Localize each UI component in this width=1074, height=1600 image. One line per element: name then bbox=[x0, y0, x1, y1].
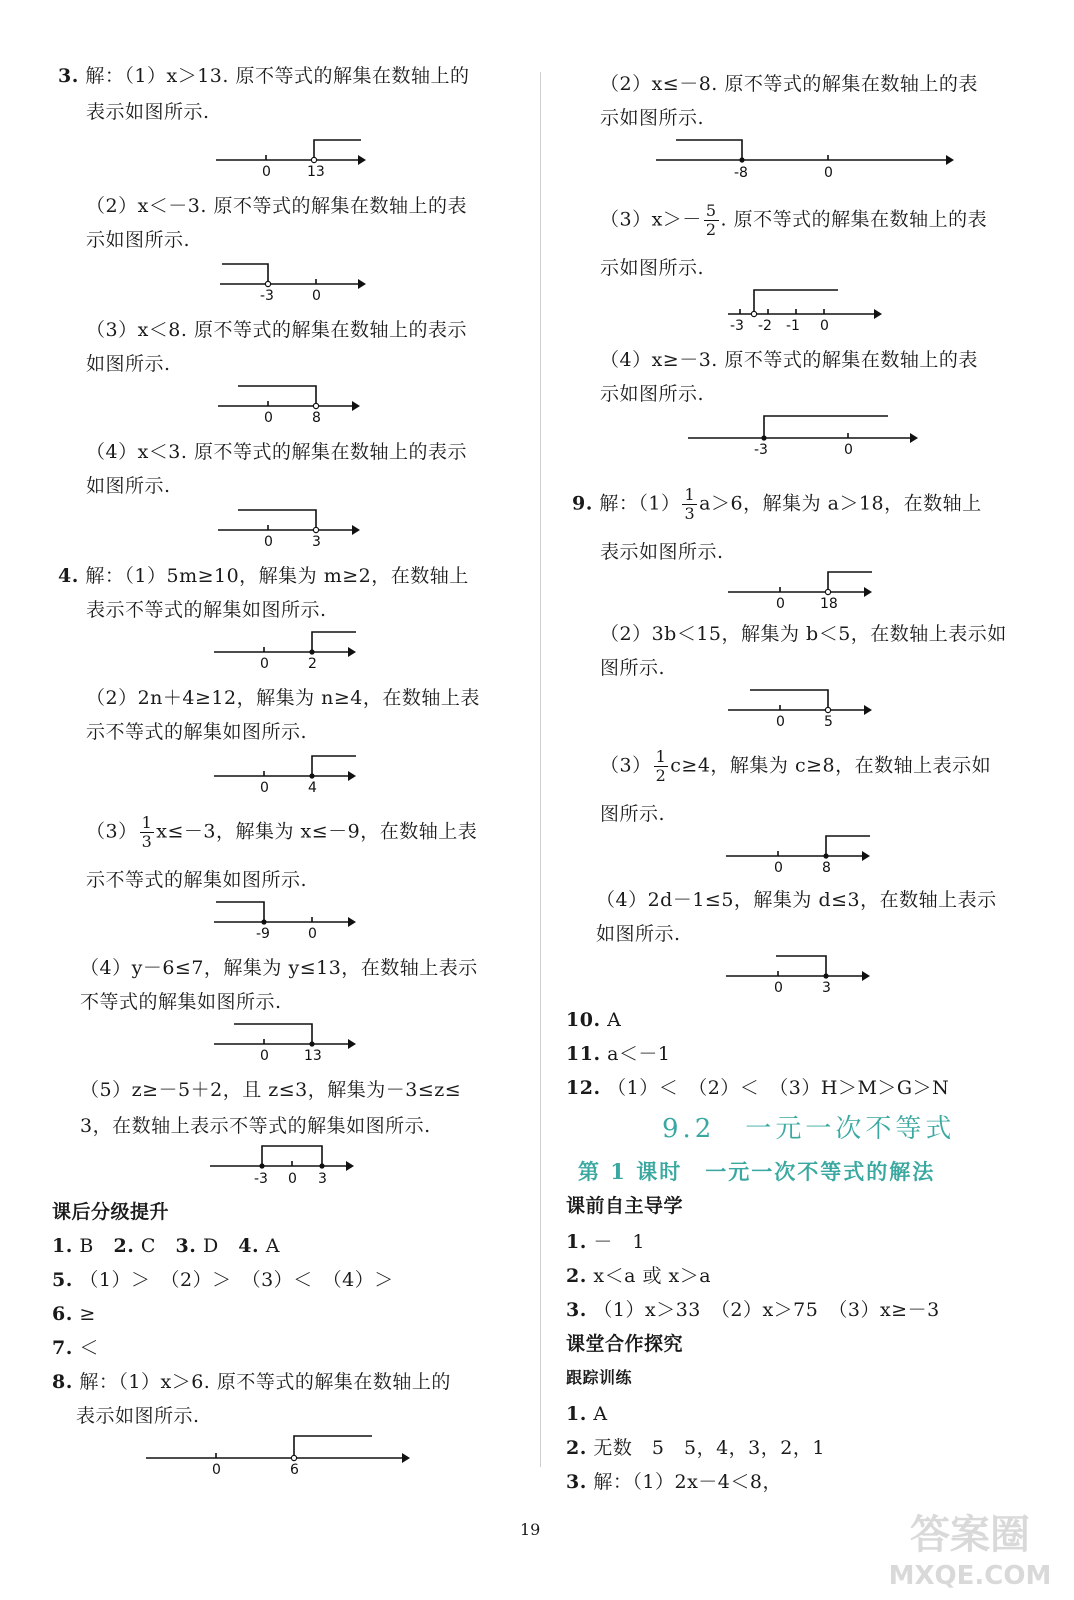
heading-ketang: 课堂合作探究 bbox=[566, 1333, 684, 1355]
q4-text-9: （5）z≥－5＋2，且 z≤3，解集为－3≤z≤ bbox=[80, 1079, 462, 1101]
tick-0: 0 bbox=[288, 1171, 297, 1187]
q3-number: 3. bbox=[58, 65, 79, 87]
q3-text-4: 示如图所示. bbox=[86, 229, 191, 251]
q8-text-3: （2）x≤－8. 原不等式的解集在数轴上的表 bbox=[600, 73, 978, 95]
tick-m3: -3 bbox=[730, 318, 744, 334]
heading-kehou: 课后分级提升 bbox=[52, 1201, 170, 1223]
tick-0: 0 bbox=[212, 1462, 221, 1478]
answer-b2: 2. x＜a 或 x＞a bbox=[566, 1265, 712, 1287]
lesson-title: 第 1 课时 一元一次不等式的解法 bbox=[578, 1159, 936, 1184]
q8-text-8: 示如图所示. bbox=[600, 383, 705, 405]
q9-text-2: 表示如图所示. bbox=[600, 541, 724, 563]
tick-m1: -1 bbox=[786, 318, 800, 334]
tick-0: 0 bbox=[262, 164, 271, 180]
answer-c3: 3. 解：（1）2x－4＜8， bbox=[566, 1471, 782, 1493]
fraction-one-half: $\frac{1}{2}$ bbox=[655, 747, 667, 785]
tick-8: 8 bbox=[822, 860, 831, 876]
q4-text-10: 3，在数轴上表示不等式的解集如图所示. bbox=[80, 1115, 431, 1137]
q9-text-8: 如图所示. bbox=[596, 923, 681, 945]
tick-3: 3 bbox=[822, 980, 831, 996]
answer-c2: 2. 无数 5 5，4，3，2，1 bbox=[566, 1437, 825, 1459]
heading-keqian: 课前自主导学 bbox=[566, 1195, 684, 1217]
tick-0: 0 bbox=[774, 980, 783, 996]
q3-text-7: （4）x＜3. 原不等式的解集在数轴上的表示 bbox=[86, 441, 467, 463]
q3-line: 3. 解：（1）x＞13. 原不等式的解集在数轴上的 bbox=[58, 65, 470, 87]
q9-text-6: 图所示. bbox=[600, 803, 666, 825]
answer-b1: 1. － 1 bbox=[566, 1231, 645, 1253]
numline-y-le-13 bbox=[214, 1020, 364, 1062]
q8-text-7: （4）x≥－3. 原不等式的解集在数轴上的表 bbox=[600, 349, 978, 371]
fraction-one-third: $\frac{1}{3}$ bbox=[141, 813, 153, 851]
q9-line: 9. 解：（1） $\frac{1}{3}$ a＞6，解集为 a＞18，在数轴上 bbox=[572, 485, 982, 523]
tick-0: 0 bbox=[264, 534, 273, 550]
tick-0: 0 bbox=[774, 860, 783, 876]
tick-0: 0 bbox=[308, 926, 317, 942]
q4-line: 4. 解：（1）5m≥10，解集为 m≥2，在数轴上 bbox=[58, 565, 469, 587]
answer-6: 6. ≥ bbox=[52, 1303, 96, 1325]
tick-0: 0 bbox=[776, 596, 785, 612]
svg-text:MXQE.COM: MXQE.COM bbox=[888, 1561, 1052, 1591]
tick-13: 13 bbox=[307, 164, 325, 180]
numline-x-gt-13 bbox=[216, 136, 366, 178]
tick-2: 2 bbox=[308, 656, 317, 672]
numline-b-lt-5 bbox=[728, 686, 878, 730]
watermark-logo bbox=[880, 1500, 1060, 1595]
tick-5: 5 bbox=[824, 714, 833, 730]
section-title: 9.2 一元一次不等式 bbox=[662, 1114, 956, 1144]
answers-1-4: 1. B 2. C 3. D 4. A bbox=[52, 1235, 280, 1257]
q4-text-8: 不等式的解集如图所示. bbox=[80, 991, 282, 1013]
answer-12: 12. （1）＜ （2）＜ （3）H＞M＞G＞N bbox=[566, 1077, 950, 1099]
tick-0: 0 bbox=[260, 656, 269, 672]
answer-5: 5. （1）＞ （2）＞ （3）＜ （4）＞ bbox=[52, 1269, 394, 1291]
q9-text-5: （3） $\frac{1}{2}$ c≥4，解集为 c≥8，在数轴上表示如 bbox=[600, 747, 992, 785]
tick-0: 0 bbox=[264, 410, 273, 426]
tick-m3: -3 bbox=[260, 288, 274, 304]
tick-m3: -3 bbox=[754, 442, 768, 458]
q8-text-6: 示如图所示. bbox=[600, 257, 705, 279]
answer-11: 11. a＜－1 bbox=[566, 1043, 671, 1065]
q3-text-2: 表示如图所示. bbox=[86, 101, 210, 123]
tick-3: 3 bbox=[312, 534, 321, 550]
tick-3: 3 bbox=[318, 1171, 327, 1187]
q4-text-2: 表示不等式的解集如图所示. bbox=[86, 599, 327, 621]
answer-b3: 3. （1）x＞33 （2）x＞75 （3）x≥－3 bbox=[566, 1299, 940, 1321]
fraction-one-third-a: $\frac{1}{3}$ bbox=[684, 485, 696, 523]
numline-n-ge-4 bbox=[214, 752, 364, 794]
q8-text-5: （3）x＞－ $\frac{5}{2}$ . 原不等式的解集在数轴上的表 bbox=[600, 201, 988, 239]
numline-x-lt-8 bbox=[218, 382, 368, 424]
answer-7: 7. ＜ bbox=[52, 1337, 99, 1359]
tick-0: 0 bbox=[820, 318, 829, 334]
tick-m8: -8 bbox=[734, 165, 748, 181]
numline-x-le-m8 bbox=[656, 136, 956, 180]
numline-a-gt-18 bbox=[728, 568, 878, 612]
numline-m-ge-2 bbox=[214, 628, 364, 670]
numline-z-between bbox=[210, 1142, 360, 1186]
q8-text-4: 示如图所示. bbox=[600, 107, 705, 129]
numline-x-lt-3 bbox=[218, 506, 368, 548]
tick-m3: -3 bbox=[254, 1171, 268, 1187]
answer-c1: 1. A bbox=[566, 1403, 608, 1425]
q4-text-5: （3） $\frac{1}{3}$ x≤－3，解集为 x≤－9，在数轴上表 bbox=[86, 813, 478, 851]
numline-x-gt-m5half bbox=[728, 286, 888, 334]
numline-c-ge-8 bbox=[726, 832, 876, 876]
column-divider bbox=[540, 72, 541, 1467]
q4-text-3: （2）2n＋4≥12，解集为 n≥4，在数轴上表 bbox=[86, 687, 480, 709]
svg-text:答案圈: 答案圈 bbox=[910, 1512, 1030, 1558]
tick-0: 0 bbox=[260, 780, 269, 796]
q9-text-4: 图所示. bbox=[600, 657, 666, 679]
q3-text-5: （3）x＜8. 原不等式的解集在数轴上的表示 bbox=[86, 319, 467, 341]
numline-x-gt-6 bbox=[146, 1432, 416, 1476]
q4-number: 4. bbox=[58, 565, 79, 587]
q4-text-7: （4）y－6≤7，解集为 y≤13，在数轴上表示 bbox=[80, 957, 478, 979]
tick-0: 0 bbox=[260, 1048, 269, 1064]
fraction-five-halves: $\frac{5}{2}$ bbox=[705, 201, 717, 239]
q9-text-3: （2）3b＜15，解集为 b＜5，在数轴上表示如 bbox=[600, 623, 1007, 645]
tick-0: 0 bbox=[312, 288, 321, 304]
numline-x-ge-m3 bbox=[688, 412, 924, 456]
q3-text-6: 如图所示. bbox=[86, 353, 171, 375]
tick-m2: -2 bbox=[758, 318, 772, 334]
numline-x-le-m9 bbox=[214, 898, 364, 940]
answer-8-line: 8. 解：（1）x＞6. 原不等式的解集在数轴上的 bbox=[52, 1371, 451, 1393]
q4-text-4: 示不等式的解集如图所示. bbox=[86, 721, 308, 743]
heading-genzong: 跟踪训练 bbox=[566, 1368, 633, 1387]
q9-text-7: （4）2d－1≤5，解集为 d≤3，在数轴上表示 bbox=[596, 889, 997, 911]
q3-text-8: 如图所示. bbox=[86, 475, 171, 497]
q8-text-2: 表示如图所示. bbox=[76, 1405, 200, 1427]
tick-0: 0 bbox=[844, 442, 853, 458]
answer-10: 10. A bbox=[566, 1009, 622, 1031]
q3-text-3: （2）x＜－3. 原不等式的解集在数轴上的表 bbox=[86, 195, 467, 217]
page-number: 19 bbox=[520, 1520, 541, 1539]
numline-d-le-3 bbox=[726, 952, 876, 996]
tick-8: 8 bbox=[312, 410, 321, 426]
tick-0: 0 bbox=[824, 165, 833, 181]
numline-x-lt-m3 bbox=[220, 260, 370, 302]
tick-18: 18 bbox=[820, 596, 838, 612]
q4-text-6: 示不等式的解集如图所示. bbox=[86, 869, 308, 891]
tick-0: 0 bbox=[776, 714, 785, 730]
tick-4: 4 bbox=[308, 780, 317, 796]
tick-13: 13 bbox=[304, 1048, 322, 1064]
tick-6: 6 bbox=[290, 1462, 299, 1478]
tick-m9: -9 bbox=[256, 926, 270, 942]
